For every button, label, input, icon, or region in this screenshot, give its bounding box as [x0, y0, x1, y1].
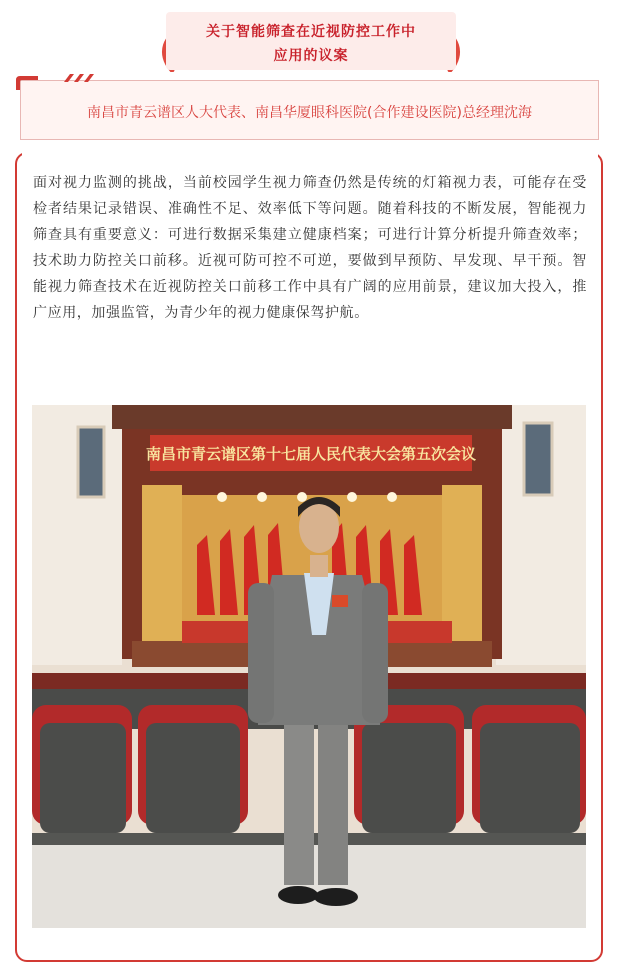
title-line-1: 关于智能筛查在近视防控工作中 [206, 24, 416, 40]
title-banner [166, 12, 456, 70]
author-box [20, 80, 599, 140]
author-stripe-icon [62, 74, 102, 82]
hall-banner-text: 南昌市青云谱区第十七届人民代表大会第五次会议 [145, 445, 477, 463]
author-text: 南昌市青云谱区人大代表、南昌华厦眼科医院(合作建设医院)总经理沈海 [87, 105, 532, 121]
title-line-2: 应用的议案 [273, 48, 349, 64]
author-corner-icon [16, 76, 38, 90]
proposal-body-text: 面对视力监测的挑战，当前校园学生视力筛查仍然是传统的灯箱视力表，可能存在受检者结果记录错误、准确性不足、效率低下等问题。随着科技的不断发展，智能视力筛查具有重要意义：可进行数据采集建立健康档案；可进行计算分析提升筛查效率；技术助力防控关口前移。近视可防可控不可逆，要做到早预防、早发现、早干预。智能视力筛查技术在近视防控关口前移工作中具有广阔的应用前景，建议加大投入，推广应用，加强监管，为青少年的视力健康保驾护航。 [33, 175, 587, 321]
congress-hall-photo [32, 405, 586, 928]
frame-top-gap [22, 150, 598, 158]
